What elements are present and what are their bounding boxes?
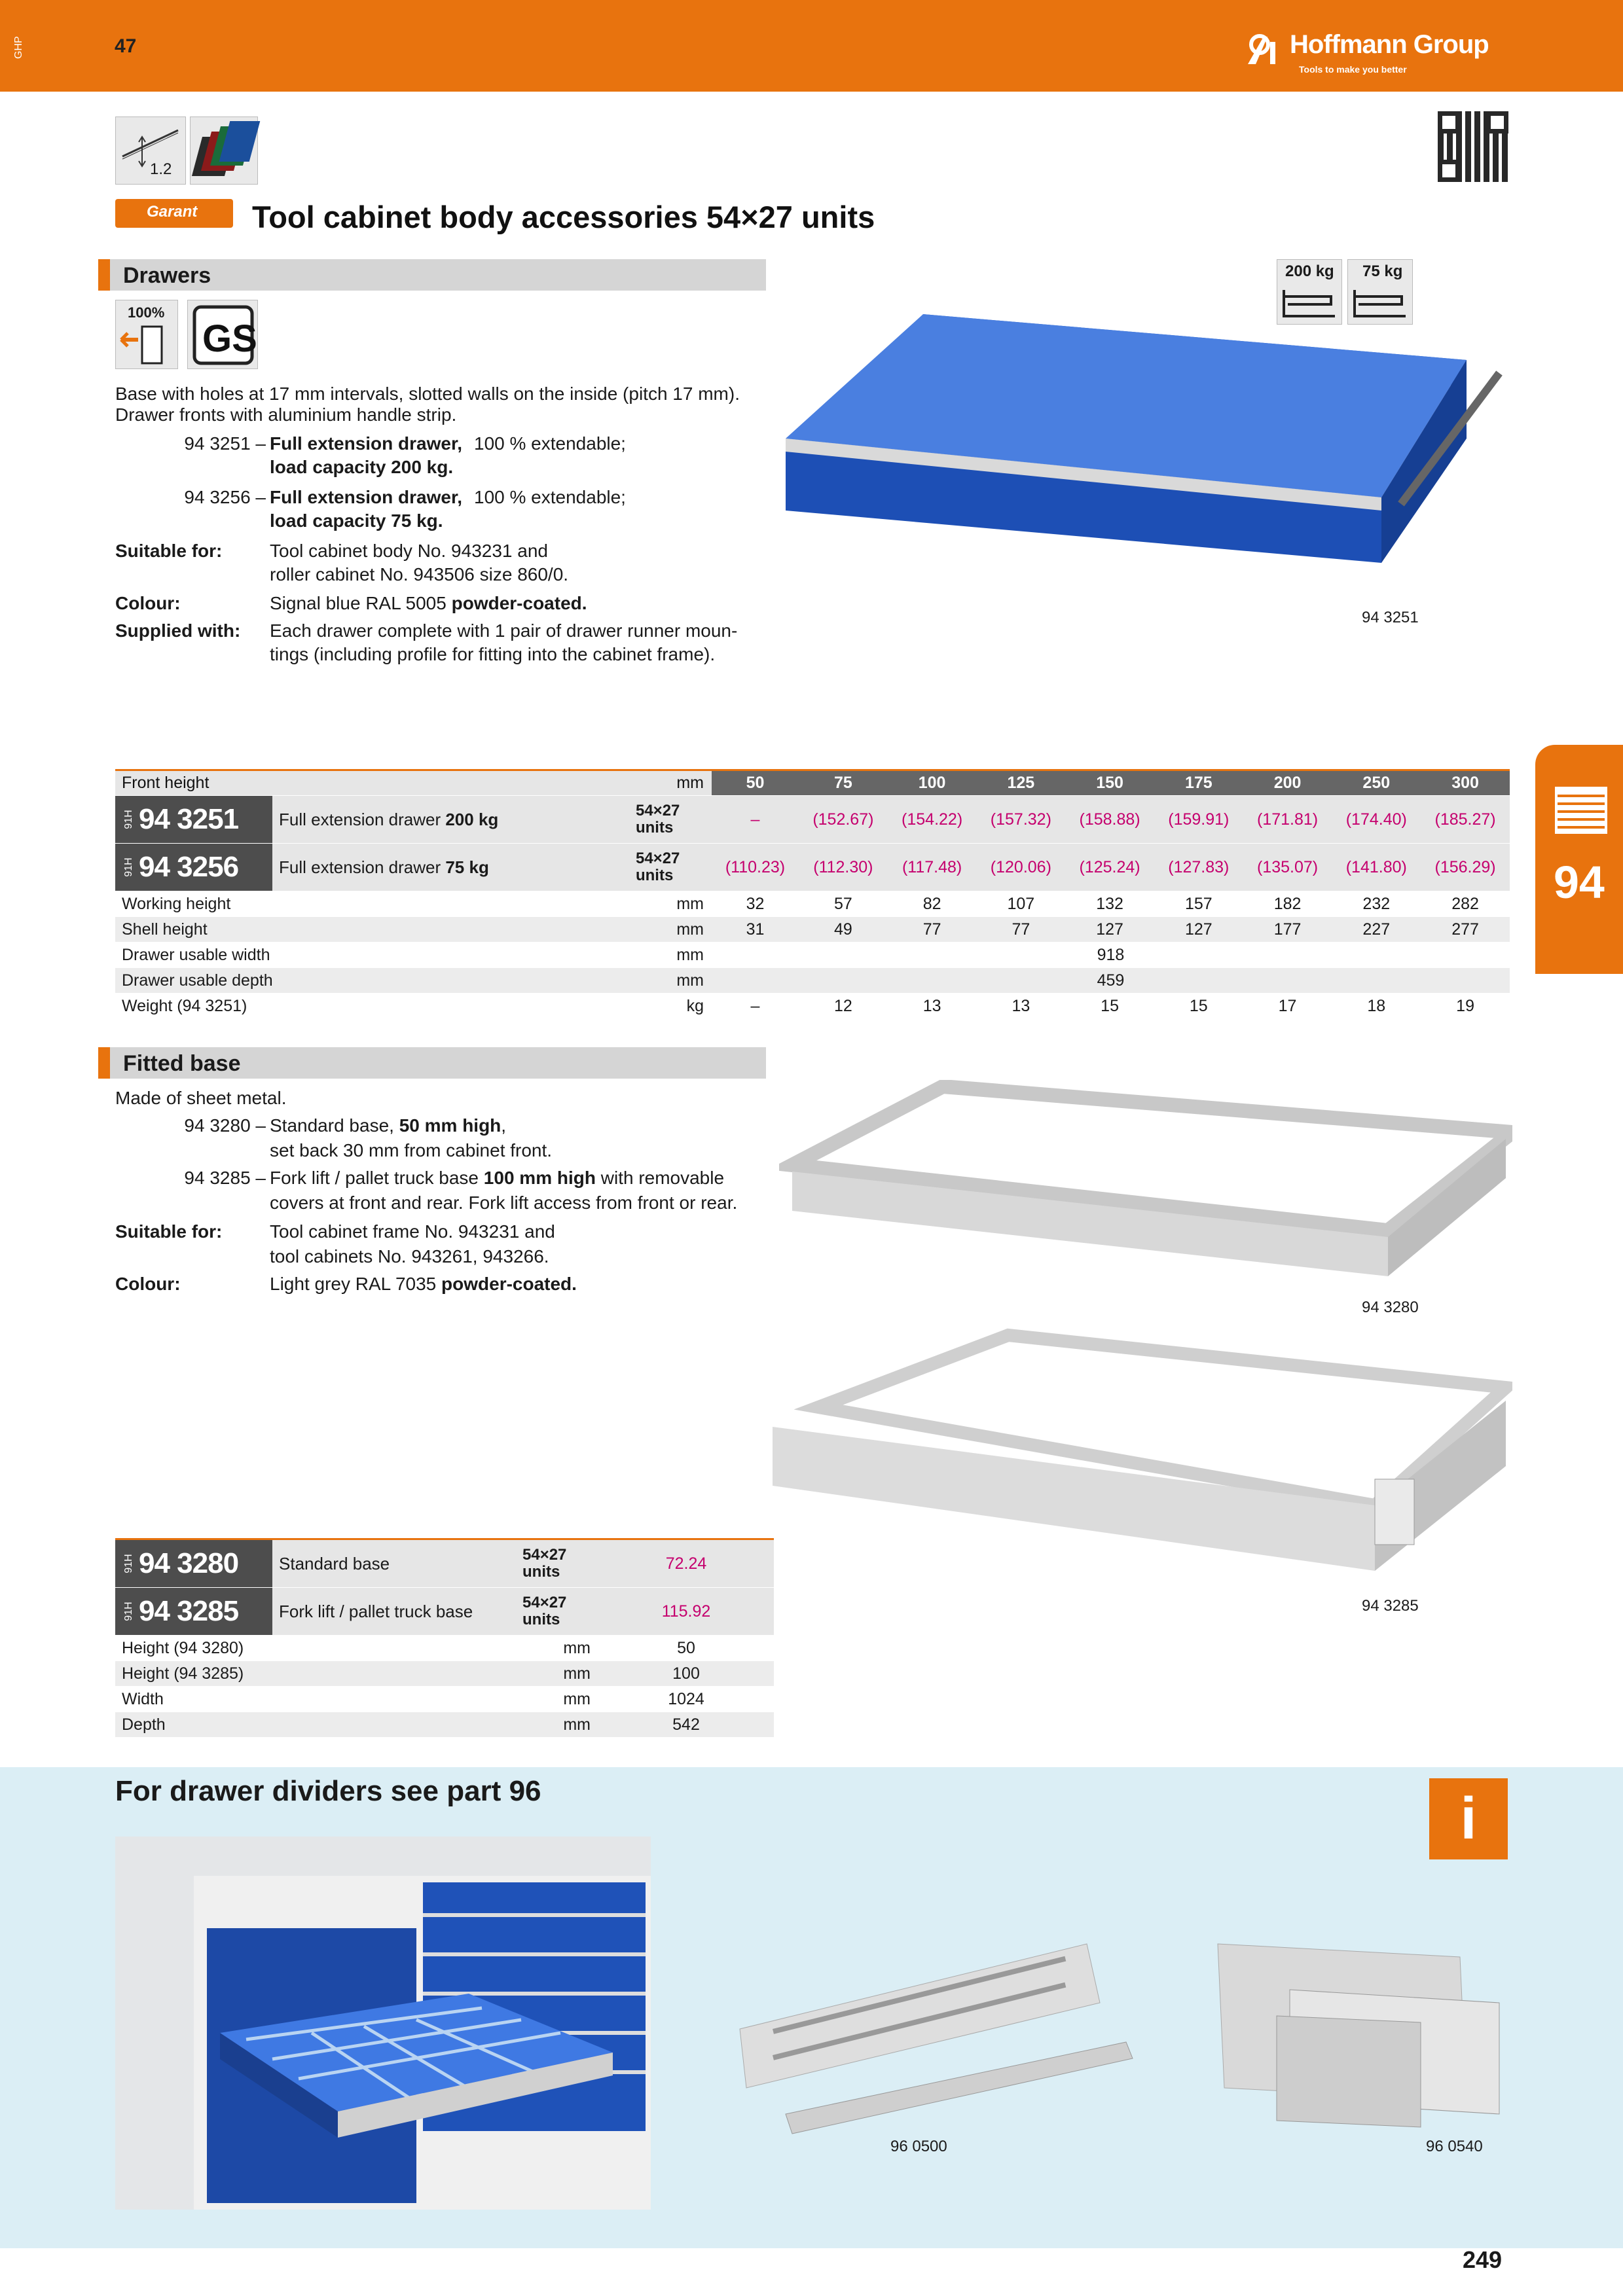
item-desc: 100 % extendable; <box>474 433 626 454</box>
drawer-photo-caption: 94 3251 <box>1362 609 1419 626</box>
price-cell: – <box>712 796 799 844</box>
row-label: Drawer usable width <box>115 942 633 968</box>
price-cell: (185.27) <box>1421 796 1510 844</box>
article-desc <box>272 844 633 891</box>
cell: 127 <box>1154 917 1243 942</box>
row-unit: mm <box>520 1687 598 1712</box>
gs-safety-icon <box>187 300 258 369</box>
units-size: 54×27 <box>522 1594 567 1611</box>
cell: 542 <box>598 1712 774 1738</box>
section-fitted-base <box>98 1047 766 1079</box>
article-number[interactable] <box>115 1588 272 1635</box>
front-height-label: Front height <box>115 770 633 796</box>
cell: 49 <box>799 917 888 942</box>
load-badge-label: 200 kg <box>1285 262 1334 280</box>
section-drawers <box>98 259 766 291</box>
row-unit: mm <box>520 1661 598 1687</box>
sheet-thickness-icon <box>115 117 186 185</box>
height-col: 50 <box>712 770 799 796</box>
header-page-number: 47 <box>115 35 137 57</box>
item-load: load capacity 200 kg. <box>270 457 454 477</box>
article-row-943285[interactable] <box>115 1588 774 1636</box>
cell: 182 <box>1243 891 1332 917</box>
cell: 177 <box>1243 917 1332 942</box>
cell: 77 <box>888 917 977 942</box>
row-label: Depth <box>115 1712 520 1738</box>
units-size: 54×27 <box>522 1546 567 1564</box>
section-heading: Drawers <box>123 263 211 288</box>
item-code: 94 3285 – <box>184 1168 266 1188</box>
row-label: Shell height <box>115 917 633 942</box>
cell: 227 <box>1332 917 1421 942</box>
drawer-cabinet-icon <box>1548 784 1614 836</box>
garant-badge-label: Garant <box>147 203 198 221</box>
height-col: 300 <box>1421 770 1510 796</box>
row-unit: mm <box>633 891 712 917</box>
price-cell: (157.32) <box>976 796 1065 844</box>
cell: 82 <box>888 891 977 917</box>
item-desc <box>270 1165 724 1191</box>
item-title: Full extension drawer, <box>270 433 463 454</box>
drawer-price-table <box>115 769 1510 1019</box>
item-pre: Standard base, <box>270 1115 399 1136</box>
units-label: units <box>635 819 674 836</box>
garant-badge <box>115 199 233 228</box>
cell: 15 <box>1065 994 1154 1019</box>
price-cell: (154.22) <box>888 796 977 844</box>
cell: 100 <box>598 1661 774 1687</box>
standard-base-photo <box>779 1080 1512 1296</box>
article-row-943256[interactable] <box>115 844 1510 891</box>
colour-text: Signal blue RAL 5005 <box>270 593 452 613</box>
svg-text:GS: GS <box>202 317 257 360</box>
load-badge-label: 75 kg <box>1362 262 1403 280</box>
item-desc <box>270 1113 506 1139</box>
item-line2: covers at front and rear. Fork lift access from front or rear. <box>270 1193 738 1213</box>
section-heading: Fitted base <box>123 1051 241 1076</box>
colour-finish: powder-coated. <box>441 1274 577 1294</box>
brand-name: Hoffmann Group <box>1290 30 1489 59</box>
article-number-text: 94 3256 <box>139 851 239 883</box>
price-cell: (120.06) <box>976 844 1065 891</box>
cell: 57 <box>799 891 888 917</box>
dividers-caption-2: 96 0540 <box>1426 2138 1483 2155</box>
table-row <box>115 1712 774 1738</box>
cell: – <box>712 994 799 1019</box>
chapter-tab[interactable] <box>1535 745 1623 974</box>
extension-badge: 100% <box>128 304 165 321</box>
price-cell: (141.80) <box>1332 844 1421 891</box>
colour-text: Light grey RAL 7035 <box>270 1274 442 1294</box>
cell: 31 <box>712 917 799 942</box>
desc-load: 200 kg <box>445 809 499 829</box>
colour-label: Colour: <box>115 593 181 613</box>
height-col: 175 <box>1154 770 1243 796</box>
height-col: 150 <box>1065 770 1154 796</box>
item-pre: Fork lift / pallet truck base <box>270 1168 484 1188</box>
colour-swatches-icon <box>190 117 258 185</box>
article-number-text: 94 3285 <box>139 1595 239 1627</box>
table-row <box>115 891 1510 917</box>
chapter-number: 94 <box>1554 857 1605 908</box>
article-desc: Standard base <box>272 1539 520 1588</box>
price-cell: (171.81) <box>1243 796 1332 844</box>
row-unit: mm <box>520 1712 598 1738</box>
price-cell: (112.30) <box>799 844 888 891</box>
article-number[interactable] <box>115 844 272 891</box>
brand-tagline: Tools to make you better <box>1299 64 1407 75</box>
row-unit: mm <box>520 1636 598 1661</box>
cell: 282 <box>1421 891 1510 917</box>
price-cell: 115.92 <box>598 1588 774 1636</box>
drawer-photo <box>773 308 1512 569</box>
row-label: Height (94 3280) <box>115 1636 520 1661</box>
cell: 18 <box>1332 994 1421 1019</box>
drawers-intro-line2: Drawer fronts with aluminium handle strip. <box>115 404 457 425</box>
cell: 17 <box>1243 994 1332 1019</box>
hoffmann-logo-icon <box>1247 30 1286 67</box>
desc-text: Full extension drawer <box>279 857 446 877</box>
cell: 127 <box>1065 917 1154 942</box>
article-side-code: 91H <box>123 1602 134 1621</box>
height-col: 200 <box>1243 770 1332 796</box>
item-code: 94 3256 – <box>184 487 266 507</box>
article-desc: Fork lift / pallet truck base <box>272 1588 520 1636</box>
row-unit: kg <box>633 994 712 1019</box>
cell: 13 <box>888 994 977 1019</box>
thickness-value: 1.2 <box>150 160 172 178</box>
cell: 12 <box>799 994 888 1019</box>
cell: 232 <box>1332 891 1421 917</box>
suitable-line1: Tool cabinet body No. 943231 and <box>270 541 548 561</box>
article-side-code: 91H <box>123 857 134 877</box>
cell: 132 <box>1065 891 1154 917</box>
price-cell: (156.29) <box>1421 844 1510 891</box>
item-height: 100 mm high <box>483 1168 596 1188</box>
price-cell: (159.91) <box>1154 796 1243 844</box>
price-cell: (110.23) <box>712 844 799 891</box>
cell: 1024 <box>598 1687 774 1712</box>
pallet-base-photo <box>773 1322 1512 1571</box>
row-label: Width <box>115 1687 520 1712</box>
info-title: For drawer dividers see part 96 <box>115 1775 541 1807</box>
cell: 107 <box>976 891 1065 917</box>
cell: 77 <box>976 917 1065 942</box>
article-units <box>633 796 712 844</box>
article-units <box>520 1539 598 1588</box>
drawers-intro-line1: Base with holes at 17 mm intervals, slotted walls on the inside (pitch 17 mm). <box>115 384 740 404</box>
unit-label: mm <box>633 770 712 796</box>
colour-label: Colour: <box>115 1274 181 1294</box>
base-price-table <box>115 1538 774 1738</box>
article-number-text: 94 3251 <box>139 803 239 835</box>
info-icon: i <box>1429 1778 1508 1859</box>
catalog-code: GHP <box>13 36 24 59</box>
article-row-943280[interactable] <box>115 1539 774 1588</box>
units-size: 54×27 <box>635 850 680 867</box>
table-row <box>115 994 1510 1019</box>
row-unit: mm <box>633 917 712 942</box>
divider-strips-photo <box>733 1918 1139 2140</box>
price-cell: 72.24 <box>598 1539 774 1588</box>
height-col: 250 <box>1332 770 1421 796</box>
row-unit: mm <box>633 968 712 994</box>
drawers-specs <box>0 538 786 675</box>
hoffmann-logo <box>1247 26 1515 79</box>
row-label: Drawer usable depth <box>115 968 633 994</box>
desc-text: Full extension drawer <box>279 809 446 829</box>
item-title: Full extension drawer, <box>270 487 463 507</box>
row-label: Height (94 3285) <box>115 1661 520 1687</box>
table-row <box>115 942 1510 968</box>
table-row <box>115 1636 774 1661</box>
article-desc <box>272 796 633 844</box>
suitable-line2: tool cabinets No. 943261, 943266. <box>270 1246 549 1266</box>
qr-code-icon[interactable] <box>1438 111 1508 182</box>
divider-plates-photo <box>1211 1937 1506 2134</box>
colour-value <box>270 590 587 617</box>
drawer-item-2 <box>115 484 770 537</box>
item-line2: set back 30 mm from cabinet front. <box>270 1140 553 1160</box>
height-col: 75 <box>799 770 888 796</box>
desc-load: 75 kg <box>445 857 489 877</box>
supplied-line1: Each drawer complete with 1 pair of drawer runner moun- <box>270 620 738 641</box>
cell: 19 <box>1421 994 1510 1019</box>
article-side-code: 91H <box>123 1554 134 1573</box>
item-height: 50 mm high <box>399 1115 501 1136</box>
cell: 50 <box>598 1636 774 1661</box>
table-row <box>115 968 1510 994</box>
cell: 15 <box>1154 994 1243 1019</box>
article-side-code: 91H <box>123 810 134 829</box>
units-label: units <box>522 1611 560 1628</box>
table-row <box>115 917 1510 942</box>
article-units <box>520 1588 598 1636</box>
item-code: 94 3280 – <box>184 1115 266 1136</box>
units-label: units <box>635 867 674 884</box>
cell: 157 <box>1154 891 1243 917</box>
price-cell: (117.48) <box>888 844 977 891</box>
fitted-base-specs <box>0 1219 786 1304</box>
supplied-line2: tings (including profile for fitting into the cabinet frame). <box>270 644 716 664</box>
row-unit: mm <box>633 942 712 968</box>
cell: 918 <box>712 942 1510 968</box>
item-load: load capacity 75 kg. <box>270 511 443 531</box>
height-col: 125 <box>976 770 1065 796</box>
article-units <box>633 844 712 891</box>
row-label: Weight (94 3251) <box>115 994 633 1019</box>
supplied-label: Supplied with: <box>115 620 241 641</box>
price-cell: (152.67) <box>799 796 888 844</box>
item-desc: 100 % extendable; <box>474 487 626 507</box>
item-post: with removable <box>595 1168 725 1188</box>
fitted-base-intro: Made of sheet metal. <box>115 1088 287 1108</box>
item-post: , <box>501 1115 507 1136</box>
colour-value <box>270 1271 577 1297</box>
cell: 459 <box>712 968 1510 994</box>
suitable-line1: Tool cabinet frame No. 943231 and <box>270 1221 555 1242</box>
row-label: Working height <box>115 891 633 917</box>
item-code: 94 3251 – <box>184 433 266 454</box>
front-height-row <box>115 770 1510 796</box>
price-cell: (127.83) <box>1154 844 1243 891</box>
standard-base-caption: 94 3280 <box>1362 1299 1419 1316</box>
article-row-943251[interactable] <box>115 796 1510 844</box>
drawer-item-1 <box>115 431 770 483</box>
base-item-1 <box>115 1113 770 1165</box>
price-cell: (158.88) <box>1065 796 1154 844</box>
article-number-text: 94 3280 <box>139 1547 239 1579</box>
base-item-2 <box>115 1165 770 1217</box>
price-cell: (125.24) <box>1065 844 1154 891</box>
cell: 277 <box>1421 917 1510 942</box>
units-size: 54×27 <box>635 802 680 819</box>
cabinet-with-dividers-photo <box>115 1837 651 2210</box>
suitable-label: Suitable for: <box>115 1221 223 1242</box>
full-extension-icon <box>115 300 178 369</box>
article-number[interactable] <box>115 796 272 843</box>
suitable-line2: roller cabinet No. 943506 size 860/0. <box>270 564 569 584</box>
cell: 13 <box>976 994 1065 1019</box>
cell: 32 <box>712 891 799 917</box>
page-number: 249 <box>1463 2246 1503 2273</box>
height-col: 100 <box>888 770 977 796</box>
pallet-base-caption: 94 3285 <box>1362 1597 1419 1615</box>
page-title: Tool cabinet body accessories 54×27 units <box>252 200 875 234</box>
price-cell: (174.40) <box>1332 796 1421 844</box>
price-cell: (135.07) <box>1243 844 1332 891</box>
table-row <box>115 1661 774 1687</box>
table-row <box>115 1687 774 1712</box>
article-number[interactable] <box>115 1540 272 1587</box>
suitable-label: Suitable for: <box>115 541 223 561</box>
colour-finish: powder-coated. <box>451 593 587 613</box>
units-label: units <box>522 1563 560 1581</box>
dividers-caption-1: 96 0500 <box>890 2138 947 2155</box>
